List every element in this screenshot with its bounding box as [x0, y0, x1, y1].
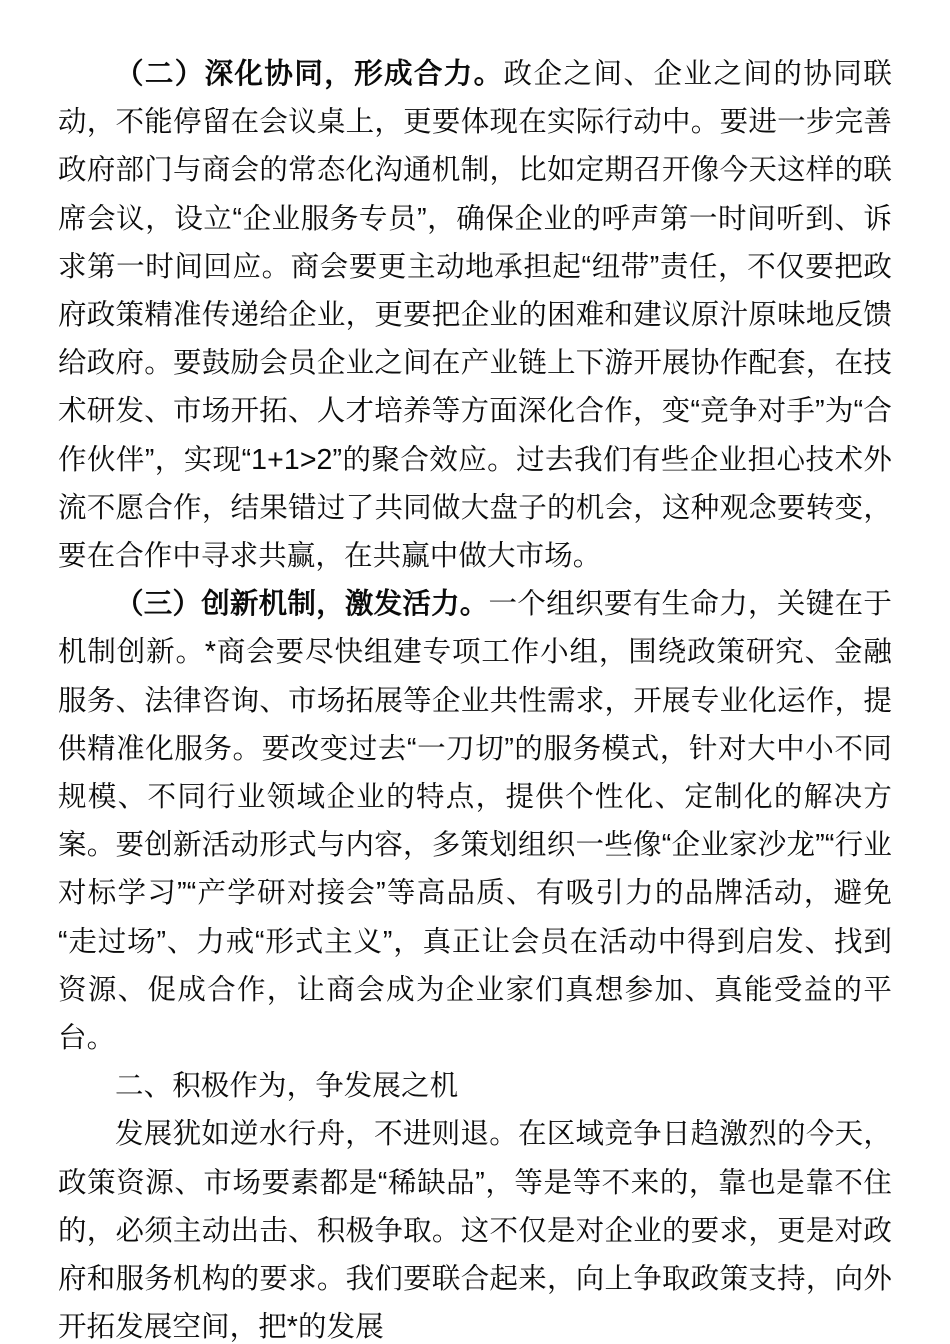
paragraph-section-two-body — [58, 1110, 892, 1344]
section-heading-two — [58, 1062, 892, 1110]
paragraph-section-3 — [58, 580, 892, 1062]
paragraph-lead-heading-3: （三）创新机制，激发活力。 — [115, 588, 489, 621]
section-heading-two-text: 二、积极作为，争发展之机 — [115, 1070, 459, 1103]
document-text-column — [58, 50, 892, 1344]
paragraph-body-2: 政企之间、企业之间的协同联动，不能停留在会议桌上，更要体现在实际行动中。要进一步完善政府部门与商会的常态化沟通机制，比如定期召开像今天这样的联席会议，设立“企业服务专员”，确保企业的呼声第一时间听到、诉求第一时间回应。商会要更主动地承担起“纽带”责任，不仅要把政府政策精准传递给企业，更要把企业的困难和建议原汁原味地反馈给政府。要鼓励会员企业之间在产业链上下游开展协作配套，在技术研发、市场开拓、人才培养等方面深化合作，变“竞争对手”为“合作伙伴”，实现“1+1>2”的聚合效应。过去我们有些企业担心技术外流不愿合作，结果错过了共同做大盘子的机会，这种观念要转变，要在合作中寻求共赢，在共赢中做大市场。 — [58, 58, 892, 573]
paragraph-body-3: 一个组织要有生命力，关键在于机制创新。*商会要尽快组建专项工作小组，围绕政策研究、金融服务、法律咨询、市场拓展等企业共性需求，开展专业化运作，提供精准化服务。要改变过去“一刀切”的服务模式，针对大中小不同规模、不同行业领域企业的特点，提供个性化、定制化的解决方案。要创新活动形式与内容，多策划组织一些像“企业家沙龙”“行业对标学习”“产学研对接会”等高品质、有吸引力的品牌活动，避免“走过场”、力戒“形式主义”，真正让会员在活动中得到启发、找到资源、促成合作，让商会成为企业家们真想参加、真能受益的平台。 — [58, 588, 892, 1055]
paragraph-body-two: 发展犹如逆水行舟，不进则退。在区域竞争日趋激烈的今天，政策资源、市场要素都是“稀缺品”，等是等不来的，靠也是靠不住的，必须主动出击、积极争取。这不仅是对企业的要求，更是对政府和服务机构的要求。我们要联合起来，向上争取政策支持，向外开拓发展空间，把*的发展 — [58, 1118, 892, 1344]
paragraph-lead-heading-2: （二）深化协同，形成合力。 — [115, 58, 504, 90]
paragraph-section-2 — [58, 50, 892, 580]
